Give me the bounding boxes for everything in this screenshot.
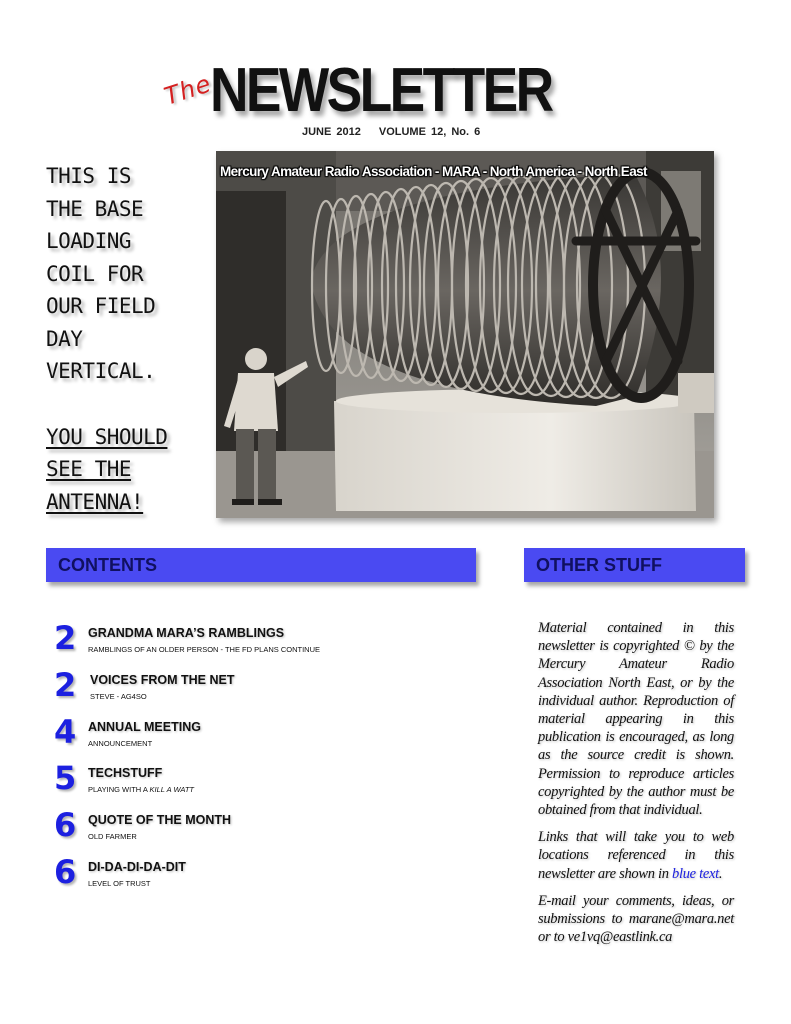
masthead	[160, 58, 600, 128]
issue-date: JUNE 2012	[302, 126, 361, 138]
issue-line	[302, 126, 480, 138]
item-title: ANNUAL MEETING	[88, 719, 201, 734]
item-subtitle: LEVEL OF TRUST	[88, 878, 151, 888]
contents-item[interactable]	[54, 854, 434, 901]
other-stuff-text	[538, 619, 734, 955]
item-subtitle: OLD FARMER	[88, 832, 137, 842]
cover-photo	[216, 151, 714, 518]
item-title: DI-DA-DI-DA-DIT	[88, 859, 186, 874]
masthead-the: The	[160, 69, 215, 111]
contents-item[interactable]	[54, 620, 434, 667]
issue-volume: VOLUME 12, No. 6	[378, 126, 481, 138]
item-subtitle: ANNOUNCEMENT	[88, 738, 153, 748]
blurb-line: THE BASE	[46, 196, 144, 221]
item-subtitle-prefix: PLAYING WITH A	[88, 785, 150, 795]
page-number: 2	[54, 665, 77, 704]
blurb-line: THIS IS	[46, 164, 132, 188]
blurb-line: LOADING	[46, 229, 132, 253]
blue-text-link[interactable]: blue text	[672, 865, 719, 882]
contents-item[interactable]	[54, 807, 434, 854]
blurb-line: OUR FIELD	[46, 294, 156, 318]
links-paragraph	[538, 828, 734, 883]
blurb-line: COIL FOR	[46, 261, 144, 286]
page-number: 2	[54, 619, 77, 657]
email-paragraph: E-mail your comments, ideas, or submissions to marane@mara.net or to ve1vq@eastlink.ca	[538, 892, 734, 946]
coil-photo-illustration	[216, 151, 714, 518]
blurb-line: VERTICAL.	[46, 359, 156, 383]
contents-item[interactable]	[54, 714, 434, 761]
copyright-paragraph: Material contained in this newsletter is copyrighted © by the Mercury Amateur Radio Association North East, or by the individual author. Reproduction of material appearing in this publication is encouraged, as long as the source credit is shown. Permission to reproduce articles copyrighted by the author must be obtained from that individual.	[538, 620, 734, 819]
blurb-line: SEE THE	[46, 457, 132, 481]
contents-item[interactable]	[54, 760, 434, 807]
item-subtitle	[88, 785, 194, 794]
page-number: 6	[54, 852, 77, 891]
item-title: GRANDMA MARA’S RAMBLINGS	[88, 626, 285, 640]
item-title: VOICES FROM THE NET	[90, 672, 235, 687]
photo-caption: Mercury Amateur Radio Association - MARA - North America - North East	[220, 164, 647, 179]
page-number: 6	[54, 806, 77, 845]
blurb-line: YOU SHOULD	[46, 424, 168, 449]
contents-heading: CONTENTS	[46, 548, 476, 582]
newsletter-title: NEWSLETTER	[210, 56, 552, 125]
blurb-line: DAY	[46, 326, 83, 351]
page-number: 4	[54, 712, 77, 751]
page-number: 5	[54, 759, 77, 798]
item-subtitle: RAMBLINGS OF AN OLDER PERSON - THE FD PLANS CONTINUE	[88, 645, 320, 654]
item-subtitle-italic: KILL A WATT	[149, 785, 195, 795]
links-text: Links that will take you to web locations referenced in this newsletter are shown in	[538, 829, 734, 882]
item-subtitle: STEVE - AG4SO	[90, 691, 147, 701]
blurb-line: ANTENNA!	[46, 489, 144, 514]
item-title: TECHSTUFF	[88, 766, 163, 781]
other-stuff-heading: OTHER STUFF	[524, 548, 745, 582]
cover-blurb	[46, 160, 216, 518]
links-text-end: .	[718, 865, 723, 882]
contents-item[interactable]	[54, 667, 434, 714]
item-title: QUOTE OF THE MONTH	[88, 813, 232, 828]
contents-list	[54, 620, 434, 901]
